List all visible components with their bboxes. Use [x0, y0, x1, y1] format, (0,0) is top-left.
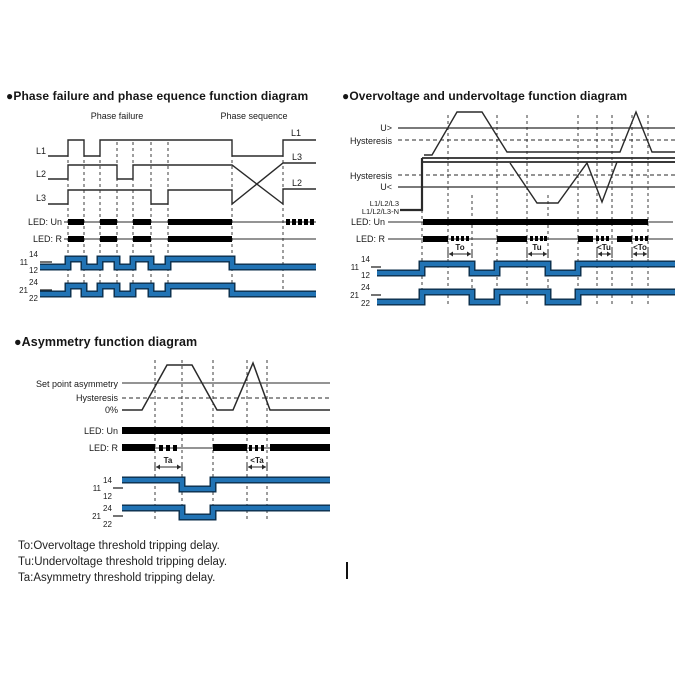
led-un-blink	[286, 219, 290, 225]
diagram-label: Tu	[532, 243, 542, 252]
phase-failure-and-sequence-diagram	[19, 111, 316, 303]
diagram-label: 12	[361, 271, 370, 280]
led-un-bars	[168, 219, 232, 225]
led-r-bars	[100, 236, 117, 242]
diagram-label: L2	[292, 178, 303, 188]
contact-11-14-trace	[377, 264, 675, 273]
lt-ta-arrow-head-right	[262, 465, 266, 470]
note-to-delay: To:Overvoltage threshold tripping delay.	[18, 540, 220, 552]
diagram-label: 22	[29, 294, 38, 303]
diagram-label: U>	[380, 123, 392, 133]
led-r-bars	[122, 444, 155, 451]
led-r-blink	[530, 236, 533, 241]
contact-21-24-trace	[377, 292, 675, 302]
diagram-label: 21	[92, 512, 101, 521]
diagram-label: To	[455, 243, 465, 252]
phase-failure-diagram-title: ●Phase failure and phase equence function diagram	[6, 89, 309, 103]
diagram-label: 24	[103, 504, 112, 513]
diagram-label: U<	[380, 182, 392, 192]
l2-waveform	[48, 165, 316, 204]
diagram-label: Hysteresis	[349, 136, 392, 146]
led-r-blink	[596, 236, 599, 241]
led-r-bars	[423, 236, 448, 242]
diagram-label: 21	[19, 286, 28, 295]
lt-ta-arrow-head-left	[248, 465, 252, 470]
led-un-bars	[100, 219, 117, 225]
led-r-blink	[451, 236, 454, 241]
led-r-bars	[617, 236, 632, 242]
diagram-label: <To	[633, 243, 647, 252]
text-cursor-artifact	[346, 562, 348, 579]
l1-waveform	[48, 140, 316, 156]
tu-delay-arrow-head-left	[528, 252, 532, 257]
diagram-label: 24	[361, 283, 370, 292]
to-delay-arrow-head-right	[467, 252, 471, 257]
diagram-label: 22	[103, 520, 112, 529]
led-r-blink	[456, 236, 459, 241]
diagram-label: Hysteresis	[349, 171, 392, 181]
diagram-label: L2	[35, 169, 46, 179]
diagram-label: 21	[350, 291, 359, 300]
diagram-label: 11	[350, 263, 359, 272]
diagram-label: LED: R	[88, 443, 118, 453]
note-ta-delay: Ta:Asymmetry threshold tripping delay.	[18, 572, 216, 584]
led-r-bars	[270, 444, 330, 451]
diagram-label: LED: Un	[27, 217, 62, 227]
led-r-blink	[166, 445, 170, 451]
lt-tu-arrow-head-left	[598, 252, 602, 257]
led-r-blink	[261, 445, 264, 451]
led-r-bars	[168, 236, 232, 242]
diagram-label: L1/L2/L3-N	[361, 207, 399, 216]
led-un-blink	[304, 219, 308, 225]
diagram-label: LED: R	[355, 234, 385, 244]
diagram-label: 12	[29, 266, 38, 275]
led-r-blink	[544, 236, 547, 241]
lt-to-arrow-head-right	[643, 252, 647, 257]
diagram-label: 11	[19, 258, 28, 267]
diagram-label: 14	[29, 250, 38, 259]
diagram-label: <Tu	[597, 243, 611, 252]
asymmetry-curve	[122, 363, 330, 410]
led-r-blink	[461, 236, 464, 241]
diagram-label: 24	[29, 278, 38, 287]
led-un-bars	[133, 219, 151, 225]
led-r-blink	[159, 445, 163, 451]
diagram-label: 0%	[104, 405, 118, 415]
led-un-blink	[310, 219, 314, 225]
led-r-blink	[535, 236, 538, 241]
diagram-label: Phase failure	[90, 111, 144, 121]
diagram-label: Set point asymmetry	[35, 379, 118, 389]
led-un-bars	[122, 427, 330, 434]
contact-21-24-trace	[122, 508, 330, 517]
ta-delay-arrow-head-left	[156, 465, 160, 470]
overvoltage-undervoltage-diagram-title: ●Overvoltage and undervoltage function diagram	[342, 89, 628, 103]
led-r-blink	[173, 445, 177, 451]
overvoltage-curve	[424, 112, 675, 155]
diagram-label: 12	[103, 492, 112, 501]
led-r-bars	[578, 236, 593, 242]
diagram-label: L1	[35, 146, 46, 156]
to-delay-arrow-head-left	[449, 252, 453, 257]
diagram-label: 11	[92, 484, 101, 493]
diagram-label: Phase sequence	[220, 111, 288, 121]
led-un-blink	[298, 219, 302, 225]
diagram-label: LED: Un	[350, 217, 385, 227]
supply-step	[400, 158, 422, 210]
diagram-label: <Ta	[250, 456, 264, 465]
undervoltage-curve	[510, 162, 675, 203]
led-r-blink	[540, 236, 543, 241]
overvoltage-undervoltage-diagram	[350, 112, 675, 308]
asymmetry-diagram	[36, 360, 330, 529]
diagram-label: L3	[292, 152, 303, 162]
led-r-bars	[213, 444, 247, 451]
diagram-label: Ta	[163, 456, 173, 465]
ta-delay-arrow-head-right	[177, 465, 181, 470]
diagram-label: 14	[103, 476, 112, 485]
diagram-label: 22	[361, 299, 370, 308]
diagram-label: L1	[291, 128, 302, 138]
led-r-blink	[601, 236, 604, 241]
diagram-label: 14	[361, 255, 370, 264]
led-r-blink	[645, 236, 648, 241]
contact-11-14-trace	[122, 480, 330, 489]
led-r-bars	[133, 236, 151, 242]
led-r-blink	[606, 236, 609, 241]
tu-delay-arrow-head-right	[543, 252, 547, 257]
diagram-label: LED: R	[32, 234, 62, 244]
diagram-label: L3	[35, 193, 46, 203]
diagram-label: L1/L2/L3	[369, 199, 399, 208]
led-r-blink	[640, 236, 643, 241]
led-r-blink	[249, 445, 252, 451]
led-r-blink	[255, 445, 258, 451]
lt-to-arrow-head-left	[633, 252, 637, 257]
led-un-bars	[68, 219, 84, 225]
asymmetry-diagram-title: ●Asymmetry function diagram	[14, 335, 198, 349]
diagram-label: LED: Un	[83, 426, 118, 436]
diagram-label: Hysteresis	[75, 393, 118, 403]
led-r-blink	[466, 236, 469, 241]
led-r-bars	[68, 236, 84, 242]
led-un-bars	[423, 219, 648, 225]
led-r-blink	[635, 236, 638, 241]
led-un-blink	[292, 219, 296, 225]
led-r-bars	[497, 236, 527, 242]
note-tu-delay: Tu:Undervoltage threshold tripping delay.	[18, 556, 228, 568]
lt-tu-arrow-head-right	[607, 252, 611, 257]
